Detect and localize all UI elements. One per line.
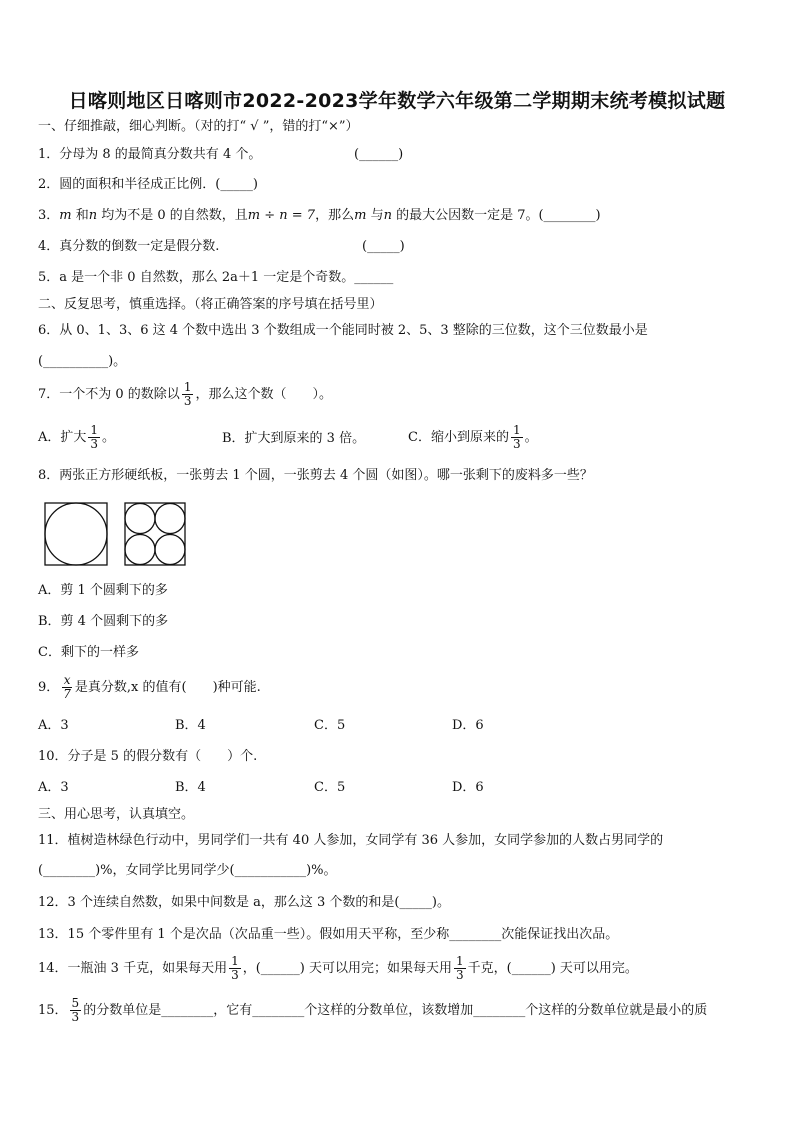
numerator: x [63, 673, 71, 687]
section-3-heading: 三、用心思考，认真填空。 [38, 807, 195, 822]
numerator: 1 [512, 423, 521, 437]
fraction-x-over-7 [61, 674, 73, 701]
denominator: 7 [63, 687, 71, 701]
question-4-text: 4．真分数的倒数一定是假分数. [38, 239, 220, 254]
question-8-option-a[interactable]: A．剪 1 个圆剩下的多 [38, 583, 168, 598]
option-a-tail: 。 [102, 430, 116, 445]
square-one-circle-figure [44, 502, 108, 566]
question-3-tail: 的最大公因数一定是 7。(________) [391, 208, 601, 223]
numerator: 1 [90, 423, 99, 437]
square-four-circles-figure [124, 502, 186, 566]
question-12: 12．3 个连续自然数，如果中间数是 a，那么这 3 个数的和是(_____)。 [38, 895, 451, 910]
question-8: 8．两张正方形硬纸板，一张剪去 1 个圆，一张剪去 4 个圆（如图）。哪一张剩下的废料多一些？ [38, 468, 593, 483]
question-11-line-2: (________)%，女同学比男同学少(___________)%。 [38, 863, 337, 878]
question-5: 5．a 是一个非 0 自然数，那么 2a＋1 一定是个奇数。______ [38, 270, 394, 285]
question-7-tail: ，那么这个数（ ）。 [195, 387, 332, 402]
var-m: m [59, 208, 72, 223]
fraction-five-thirds [70, 997, 82, 1024]
expression: m ÷ n = 7 [247, 208, 316, 223]
text-with: 与 [366, 208, 384, 223]
question-7-option-c[interactable] [408, 424, 538, 451]
question-7-option-b[interactable]: B．扩大到原来的 3 倍。 [222, 431, 366, 446]
question-1-text: 1．分母为 8 的最简真分数共有 4 个。 [38, 147, 262, 162]
denominator: 3 [231, 968, 239, 982]
question-4 [38, 238, 405, 256]
var-n: n [88, 208, 98, 223]
numerator: 5 [71, 996, 80, 1010]
fraction-one-third [511, 424, 523, 451]
question-9-option-c[interactable]: C．5 [314, 718, 346, 733]
option-c-text: C．缩小到原来的 [408, 430, 509, 445]
question-10-option-d[interactable]: D．6 [452, 780, 484, 795]
question-8-option-c[interactable]: C．剩下的一样多 [38, 645, 139, 660]
question-10-option-c[interactable]: C．5 [314, 780, 346, 795]
question-10-option-a[interactable]: A．3 [38, 780, 69, 795]
question-2: 2．圆的面积和半径成正比例．(_____) [38, 177, 258, 192]
question-10: 10．分子是 5 的假分数有（ ）个. [38, 749, 258, 764]
question-8-option-b[interactable]: B．剪 4 个圆剩下的多 [38, 614, 169, 629]
question-7 [38, 381, 332, 408]
question-14-text: 14．一瓶油 3 千克，如果每天用 [38, 961, 228, 976]
denominator: 3 [90, 437, 99, 451]
var-m-2: m [354, 208, 367, 223]
question-15-number: 15． [38, 1003, 68, 1018]
question-3-then: ，那么 [315, 208, 355, 223]
fraction-one-third [454, 955, 466, 982]
text-and: 和 [71, 208, 89, 223]
question-9-option-a[interactable]: A．3 [38, 718, 69, 733]
question-14 [38, 955, 638, 982]
question-4-blank[interactable]: (_____) [362, 239, 405, 254]
option-c-tail: 。 [524, 430, 538, 445]
denominator: 3 [512, 437, 521, 451]
numerator: 1 [456, 954, 464, 968]
question-10-option-b[interactable]: B．4 [175, 780, 206, 795]
question-9 [38, 674, 261, 701]
var-n-2: n [383, 208, 392, 223]
fraction-one-third [229, 955, 241, 982]
numerator: 1 [183, 380, 192, 394]
question-14-tail: 千克，(______) 天可以用完。 [467, 961, 638, 976]
section-1-heading: 一、仔细推敲，细心判断。（对的打“ √ ”，错的打“×”） [38, 119, 359, 134]
question-9-option-b[interactable]: B．4 [175, 718, 206, 733]
section-2-heading: 二、反复思考，慎重选择。（将正确答案的序号填在括号里） [38, 297, 383, 312]
question-14-middle: ，(______) 天可以用完；如果每天用 [242, 961, 452, 976]
question-11-line-1: 11．植树造林绿色行动中，男同学们一共有 40 人参加，女同学有 36 人参加，女同学参加的人数占男同学的 [38, 833, 664, 848]
question-1 [38, 146, 404, 164]
question-9-number: 9． [38, 680, 60, 695]
denominator: 3 [183, 394, 192, 408]
question-7-text: 7．一个不为 0 的数除以 [38, 387, 180, 402]
question-3 [38, 207, 601, 225]
question-15 [38, 997, 707, 1024]
option-a-text: A．扩大 [38, 430, 87, 445]
numerator: 1 [231, 954, 239, 968]
question-9-text: 是真分数,x 的值有( )种可能. [74, 680, 261, 695]
denominator: 3 [71, 1010, 80, 1024]
question-7-option-a[interactable] [38, 424, 115, 451]
fraction-one-third [182, 381, 194, 408]
question-15-text: 的分数单位是________，它有________个这样的分数单位，该数增加________个这样的分数单位就是最小的质 [83, 1003, 708, 1018]
fraction-one-third [88, 424, 100, 451]
denominator: 3 [456, 968, 464, 982]
question-3-number: 3． [38, 208, 60, 223]
question-6-line-2: (__________)。 [38, 354, 127, 369]
question-9-option-d[interactable]: D．6 [452, 718, 484, 733]
question-1-blank[interactable]: (______) [354, 147, 404, 162]
question-13: 13．15 个零件里有 1 个是次品（次品重一些）。假如用天平称，至少称________次能保证找出次品。 [38, 927, 619, 942]
question-6-line-1: 6．从 0、1、3、6 这 4 个数中选出 3 个数组成一个能同时被 2、5、3 整除的三位数，这个三位数最小是 [38, 323, 648, 338]
question-3-condition: 均为不是 0 的自然数，且 [97, 208, 248, 223]
page-title: 日喀则地区日喀则市2022-2023学年数学六年级第二学期期末统考模拟试题 [68, 90, 726, 112]
